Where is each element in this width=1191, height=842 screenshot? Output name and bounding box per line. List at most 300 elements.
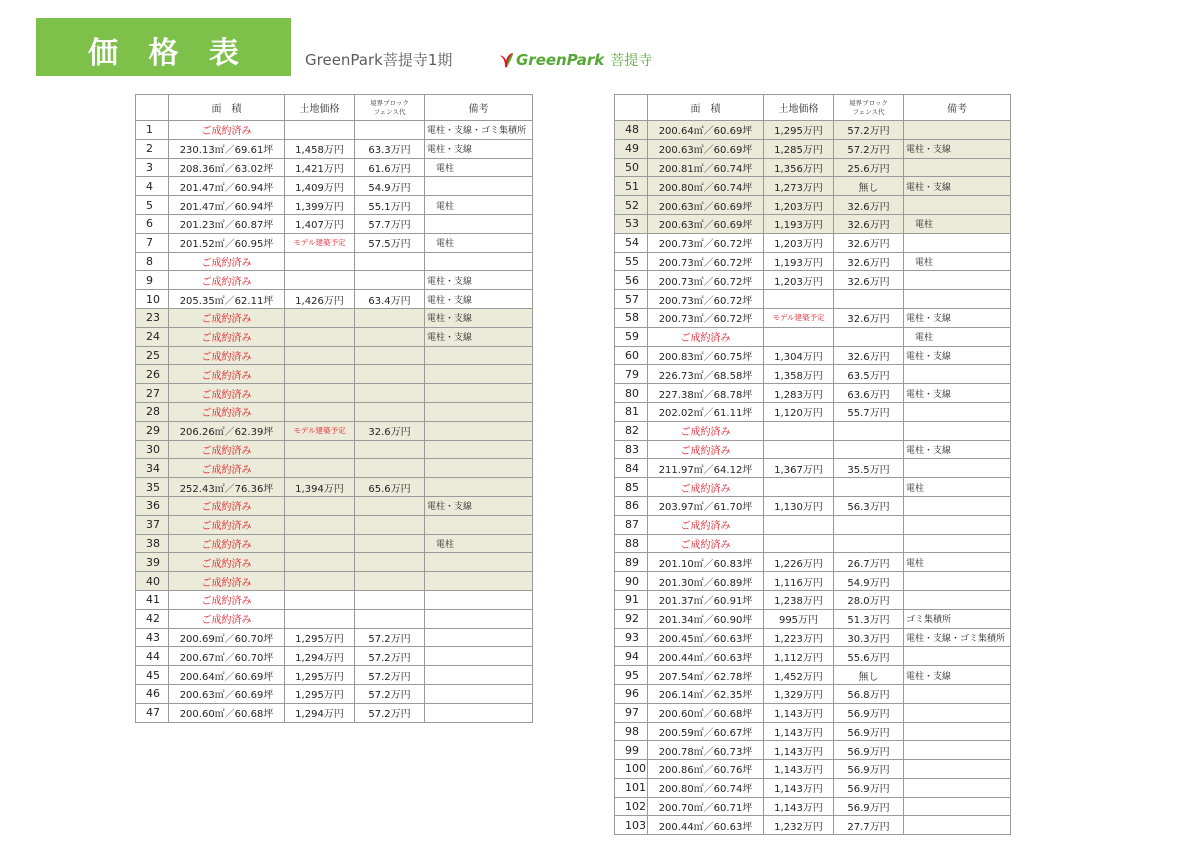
lot-note: [904, 760, 1011, 779]
table-row: [136, 496, 533, 515]
lot-number: 52: [615, 196, 648, 215]
lot-fence-cost: 27.7万円: [834, 816, 904, 835]
lot-price: [764, 534, 834, 553]
lot-note: 電柱・支線: [904, 384, 1011, 403]
table-row: [136, 158, 533, 177]
lot-fence-cost: [355, 590, 425, 609]
lot-number: 83: [615, 440, 648, 459]
lot-area: ご成約済み: [169, 384, 285, 403]
lot-note: [904, 121, 1011, 140]
lot-price: [285, 308, 355, 327]
table-row: [136, 365, 533, 384]
lot-fence-cost: 26.7万円: [834, 553, 904, 572]
lot-fence-cost: 57.7万円: [355, 214, 425, 233]
lot-fence-cost: 無し: [834, 666, 904, 685]
lot-area: 200.64㎡／60.69坪: [648, 121, 764, 140]
table-row: [615, 440, 1011, 459]
lot-note: 電柱・支線: [904, 308, 1011, 327]
lot-price: [285, 515, 355, 534]
table-row: [615, 252, 1011, 271]
lot-area: 200.80㎡／60.74坪: [648, 778, 764, 797]
table-row: [615, 628, 1011, 647]
lot-price: [285, 271, 355, 290]
table-row: [615, 196, 1011, 215]
lot-number: 95: [615, 666, 648, 685]
lot-number: 97: [615, 703, 648, 722]
lot-fence-cost: 35.5万円: [834, 459, 904, 478]
lot-area: 200.67㎡／60.70坪: [169, 647, 285, 666]
lot-number: 36: [136, 496, 169, 515]
lot-area: 201.34㎡／60.90坪: [648, 609, 764, 628]
lot-fence-cost: 54.9万円: [834, 572, 904, 591]
lot-price: 1,143万円: [764, 760, 834, 779]
table-row: [136, 121, 533, 140]
lot-price: [285, 346, 355, 365]
lot-note: [425, 684, 533, 703]
lot-number: 37: [136, 515, 169, 534]
lot-number: 23: [136, 308, 169, 327]
lot-area: 230.13㎡／69.61坪: [169, 139, 285, 158]
lot-fence-cost: [355, 271, 425, 290]
lot-fence-cost: 54.9万円: [355, 177, 425, 196]
lot-note: 電柱・支線: [904, 346, 1011, 365]
lot-number: 80: [615, 384, 648, 403]
lot-price: 1,367万円: [764, 459, 834, 478]
lot-number: 8: [136, 252, 169, 271]
lot-number: 30: [136, 440, 169, 459]
lot-note: [425, 440, 533, 459]
lot-number: 89: [615, 553, 648, 572]
lot-price: 1,112万円: [764, 647, 834, 666]
lot-area: ご成約済み: [169, 496, 285, 515]
lot-price: 1,304万円: [764, 346, 834, 365]
lot-price: 1,273万円: [764, 177, 834, 196]
lot-price: モデル建築予定: [285, 421, 355, 440]
header-fence: 境界ブロック フェンス代: [834, 95, 904, 121]
lot-price: 1,358万円: [764, 365, 834, 384]
lot-price: 1,223万円: [764, 628, 834, 647]
lot-area: ご成約済み: [648, 515, 764, 534]
lot-area: 203.97㎡／61.70坪: [648, 496, 764, 515]
lot-price: 1,232万円: [764, 816, 834, 835]
lot-fence-cost: 32.6万円: [834, 214, 904, 233]
lot-note: 電柱・支線: [425, 290, 533, 309]
table-row: [136, 590, 533, 609]
lot-note: [904, 684, 1011, 703]
lot-number: 86: [615, 496, 648, 515]
lot-fence-cost: 無し: [834, 177, 904, 196]
table-row: [615, 327, 1011, 346]
lot-area: 200.59㎡／60.67坪: [648, 722, 764, 741]
lot-price: 1,356万円: [764, 158, 834, 177]
lot-fence-cost: 28.0万円: [834, 590, 904, 609]
lot-area: 208.36㎡／63.02坪: [169, 158, 285, 177]
lot-number: 96: [615, 684, 648, 703]
lot-area: ご成約済み: [169, 534, 285, 553]
table-row: [615, 778, 1011, 797]
table-row: [136, 666, 533, 685]
lot-number: 98: [615, 722, 648, 741]
lot-fence-cost: [355, 572, 425, 591]
lot-area: 252.43㎡／76.36坪: [169, 478, 285, 497]
lot-price: 1,285万円: [764, 139, 834, 158]
lot-fence-cost: [834, 534, 904, 553]
lot-area: ご成約済み: [169, 402, 285, 421]
lot-fence-cost: [355, 365, 425, 384]
table-row: [136, 459, 533, 478]
lot-number: 48: [615, 121, 648, 140]
table-row: [615, 553, 1011, 572]
lot-note: [904, 421, 1011, 440]
lot-fence-cost: [355, 121, 425, 140]
lot-number: 24: [136, 327, 169, 346]
lot-fence-cost: [355, 252, 425, 271]
lot-area: 201.10㎡／60.83坪: [648, 553, 764, 572]
lot-fence-cost: 32.6万円: [355, 421, 425, 440]
lot-number: 87: [615, 515, 648, 534]
lot-price: 1,407万円: [285, 214, 355, 233]
lot-area: 200.73㎡／60.72坪: [648, 252, 764, 271]
lot-fence-cost: 56.9万円: [834, 760, 904, 779]
lot-number: 47: [136, 703, 169, 722]
lot-area: ご成約済み: [648, 421, 764, 440]
lot-price: [764, 515, 834, 534]
lot-price: 1,458万円: [285, 139, 355, 158]
lot-price: 1,294万円: [285, 703, 355, 722]
table-row: [615, 421, 1011, 440]
table-row: [136, 572, 533, 591]
lot-fence-cost: 61.6万円: [355, 158, 425, 177]
lot-price: 1,143万円: [764, 797, 834, 816]
lot-fence-cost: [355, 308, 425, 327]
lot-fence-cost: [355, 402, 425, 421]
header-area: 面 積: [648, 95, 764, 121]
lot-area: 200.70㎡／60.71坪: [648, 797, 764, 816]
lot-number: 2: [136, 139, 169, 158]
lot-number: 6: [136, 214, 169, 233]
lot-note: 電柱・支線・ゴミ集積所: [904, 628, 1011, 647]
lot-number: 27: [136, 384, 169, 403]
table-row: [615, 158, 1011, 177]
lot-fence-cost: [355, 440, 425, 459]
lot-price: 1,120万円: [764, 402, 834, 421]
lot-area: 200.69㎡／60.70坪: [169, 628, 285, 647]
lot-note: ゴミ集積所: [904, 609, 1011, 628]
lot-number: 84: [615, 459, 648, 478]
table-row: [136, 346, 533, 365]
lot-note: 電柱・支線: [425, 308, 533, 327]
lot-number: 26: [136, 365, 169, 384]
table-header-row: [615, 95, 1011, 121]
lot-note: [904, 233, 1011, 252]
table-row: [615, 666, 1011, 685]
lot-number: 54: [615, 233, 648, 252]
lot-area: ご成約済み: [169, 327, 285, 346]
table-row: [136, 177, 533, 196]
table-row: [615, 308, 1011, 327]
table-row: [136, 327, 533, 346]
lot-fence-cost: 56.9万円: [834, 722, 904, 741]
lot-note: 電柱・支線・ゴミ集積所: [425, 121, 533, 140]
table-row: [136, 196, 533, 215]
lot-note: [425, 553, 533, 572]
lot-number: 88: [615, 534, 648, 553]
table-row: [136, 684, 533, 703]
lot-price: [285, 402, 355, 421]
lot-area: 227.38㎡／68.78坪: [648, 384, 764, 403]
logo-text: GreenPark: [516, 51, 605, 69]
lot-number: 29: [136, 421, 169, 440]
table-row: [136, 647, 533, 666]
table-row: [615, 515, 1011, 534]
table-row: [615, 760, 1011, 779]
lot-number: 101: [615, 778, 648, 797]
lot-price: 1,238万円: [764, 590, 834, 609]
header-fence: 境界ブロック フェンス代: [355, 95, 425, 121]
lot-price: 1,283万円: [764, 384, 834, 403]
lot-number: 56: [615, 271, 648, 290]
lot-area: 201.52㎡／60.95坪: [169, 233, 285, 252]
lot-price: [285, 440, 355, 459]
lot-number: 7: [136, 233, 169, 252]
lot-number: 53: [615, 214, 648, 233]
table-row: [615, 365, 1011, 384]
lot-number: 82: [615, 421, 648, 440]
lot-price: モデル建築予定: [764, 308, 834, 327]
table-row: [615, 233, 1011, 252]
table-row: [615, 534, 1011, 553]
table-row: [136, 290, 533, 309]
lot-note: 電柱・支線: [425, 271, 533, 290]
lot-fence-cost: 63.6万円: [834, 384, 904, 403]
lot-note: 電柱: [904, 214, 1011, 233]
lot-area: ご成約済み: [169, 365, 285, 384]
lot-note: 電柱・支線: [425, 139, 533, 158]
table-row: [615, 346, 1011, 365]
lot-price: [285, 590, 355, 609]
table-row: [615, 741, 1011, 760]
lot-price: [764, 478, 834, 497]
lot-price: 1,452万円: [764, 666, 834, 685]
lot-note: [425, 572, 533, 591]
lot-fence-cost: 32.6万円: [834, 233, 904, 252]
lot-area: 206.14㎡／62.35坪: [648, 684, 764, 703]
table-row: [136, 515, 533, 534]
table-row: [136, 628, 533, 647]
lot-price: [285, 252, 355, 271]
table-row: [136, 214, 533, 233]
lot-fence-cost: 51.3万円: [834, 609, 904, 628]
lot-fence-cost: 25.6万円: [834, 158, 904, 177]
table-row: [615, 402, 1011, 421]
lot-area: 200.44㎡／60.63坪: [648, 647, 764, 666]
lot-price: [764, 421, 834, 440]
lot-price: [285, 534, 355, 553]
table-row: [615, 572, 1011, 591]
lot-note: 電柱・支線: [904, 177, 1011, 196]
table-row: [615, 703, 1011, 722]
lot-price: 1,203万円: [764, 271, 834, 290]
lot-price: 1,399万円: [285, 196, 355, 215]
lot-price: 1,295万円: [285, 684, 355, 703]
lot-note: [425, 628, 533, 647]
table-row: [136, 252, 533, 271]
lot-area: 200.45㎡／60.63坪: [648, 628, 764, 647]
lot-note: [904, 515, 1011, 534]
lot-number: 91: [615, 590, 648, 609]
lot-area: 202.02㎡／61.11坪: [648, 402, 764, 421]
lot-price: [285, 609, 355, 628]
lot-note: [425, 365, 533, 384]
lot-price: 1,203万円: [764, 196, 834, 215]
lot-note: [425, 609, 533, 628]
lot-fence-cost: 65.6万円: [355, 478, 425, 497]
lot-note: 電柱: [904, 327, 1011, 346]
lot-fence-cost: [355, 515, 425, 534]
table-row: [615, 684, 1011, 703]
lot-note: [904, 271, 1011, 290]
lot-number: 79: [615, 365, 648, 384]
lot-note: [425, 647, 533, 666]
lot-note: [904, 402, 1011, 421]
header-no: [615, 95, 648, 121]
lot-area: 205.35㎡／62.11坪: [169, 290, 285, 309]
lot-note: [425, 214, 533, 233]
lot-price: [285, 384, 355, 403]
lot-fence-cost: [355, 609, 425, 628]
lot-fence-cost: 57.5万円: [355, 233, 425, 252]
lot-price: 1,143万円: [764, 722, 834, 741]
lot-fence-cost: [355, 346, 425, 365]
lot-number: 85: [615, 478, 648, 497]
lot-price: 1,130万円: [764, 496, 834, 515]
lot-note: [425, 478, 533, 497]
lot-price: 1,409万円: [285, 177, 355, 196]
lot-fence-cost: 55.6万円: [834, 647, 904, 666]
lot-area: ご成約済み: [169, 271, 285, 290]
lot-note: [904, 797, 1011, 816]
table-row: [615, 816, 1011, 835]
lot-note: [425, 459, 533, 478]
lot-area: 200.60㎡／60.68坪: [648, 703, 764, 722]
lot-area: 201.47㎡／60.94坪: [169, 196, 285, 215]
lot-fence-cost: 32.6万円: [834, 271, 904, 290]
lot-note: [904, 459, 1011, 478]
lot-price: [285, 553, 355, 572]
lot-fence-cost: 56.3万円: [834, 496, 904, 515]
lot-area: ご成約済み: [648, 327, 764, 346]
table-row: [615, 722, 1011, 741]
lot-price: 995万円: [764, 609, 834, 628]
lot-price: [764, 440, 834, 459]
lot-fence-cost: 63.5万円: [834, 365, 904, 384]
lot-number: 43: [136, 628, 169, 647]
lot-number: 3: [136, 158, 169, 177]
lot-number: 44: [136, 647, 169, 666]
price-table-left: [135, 94, 533, 723]
lot-area: 200.63㎡／60.69坪: [648, 139, 764, 158]
lot-area: 226.73㎡／68.58坪: [648, 365, 764, 384]
lot-area: 200.73㎡／60.72坪: [648, 290, 764, 309]
lot-fence-cost: 32.6万円: [834, 308, 904, 327]
lot-area: ご成約済み: [169, 440, 285, 459]
lot-price: 1,295万円: [285, 628, 355, 647]
lot-note: 電柱・支線: [425, 327, 533, 346]
lot-fence-cost: 30.3万円: [834, 628, 904, 647]
header-price: 土地価格: [764, 95, 834, 121]
lot-note: [425, 346, 533, 365]
lot-number: 100: [615, 760, 648, 779]
lot-note: [425, 252, 533, 271]
lot-area: 200.63㎡／60.69坪: [169, 684, 285, 703]
lot-number: 38: [136, 534, 169, 553]
lot-fence-cost: 55.1万円: [355, 196, 425, 215]
lot-number: 59: [615, 327, 648, 346]
lot-area: 200.81㎡／60.74坪: [648, 158, 764, 177]
table-row: [136, 478, 533, 497]
lot-note: 電柱: [425, 534, 533, 553]
lot-note: [904, 722, 1011, 741]
header-note: 備考: [904, 95, 1011, 121]
lot-number: 39: [136, 553, 169, 572]
lot-area: 200.64㎡／60.69坪: [169, 666, 285, 685]
lot-number: 42: [136, 609, 169, 628]
lot-area: ご成約済み: [169, 515, 285, 534]
lot-price: 1,143万円: [764, 778, 834, 797]
lot-area: ご成約済み: [169, 252, 285, 271]
lot-fence-cost: 63.4万円: [355, 290, 425, 309]
table-row: [136, 402, 533, 421]
lot-area: ご成約済み: [169, 308, 285, 327]
lot-number: 1: [136, 121, 169, 140]
leaf-logo-icon: [497, 51, 515, 69]
table-row: [136, 703, 533, 722]
lot-number: 58: [615, 308, 648, 327]
lot-number: 49: [615, 139, 648, 158]
lot-area: 200.63㎡／60.69坪: [648, 196, 764, 215]
lot-price: [764, 327, 834, 346]
lot-note: 電柱: [904, 478, 1011, 497]
lot-note: [904, 590, 1011, 609]
lot-area: 200.73㎡／60.72坪: [648, 308, 764, 327]
lot-area: ご成約済み: [169, 572, 285, 591]
lot-fence-cost: 32.6万円: [834, 252, 904, 271]
lot-fence-cost: 57.2万円: [834, 121, 904, 140]
lot-note: [904, 196, 1011, 215]
lot-fence-cost: 56.8万円: [834, 684, 904, 703]
title-badge: [36, 18, 291, 76]
lot-fence-cost: 55.7万円: [834, 402, 904, 421]
table-row: [136, 440, 533, 459]
lot-price: 1,426万円: [285, 290, 355, 309]
lot-fence-cost: [834, 515, 904, 534]
lot-price: 1,294万円: [285, 647, 355, 666]
table-row: [615, 384, 1011, 403]
lot-note: 電柱: [425, 233, 533, 252]
lot-fence-cost: 57.2万円: [355, 703, 425, 722]
lot-area: 201.47㎡／60.94坪: [169, 177, 285, 196]
lot-area: 200.80㎡／60.74坪: [648, 177, 764, 196]
lot-note: 電柱・支線: [904, 666, 1011, 685]
logo-suffix: 菩提寺: [610, 53, 653, 69]
lot-number: 35: [136, 478, 169, 497]
lot-number: 4: [136, 177, 169, 196]
table-header-row: [136, 95, 533, 121]
lot-price: 1,193万円: [764, 214, 834, 233]
lot-price: [285, 327, 355, 346]
lot-price: 1,143万円: [764, 741, 834, 760]
lot-area: ご成約済み: [648, 478, 764, 497]
